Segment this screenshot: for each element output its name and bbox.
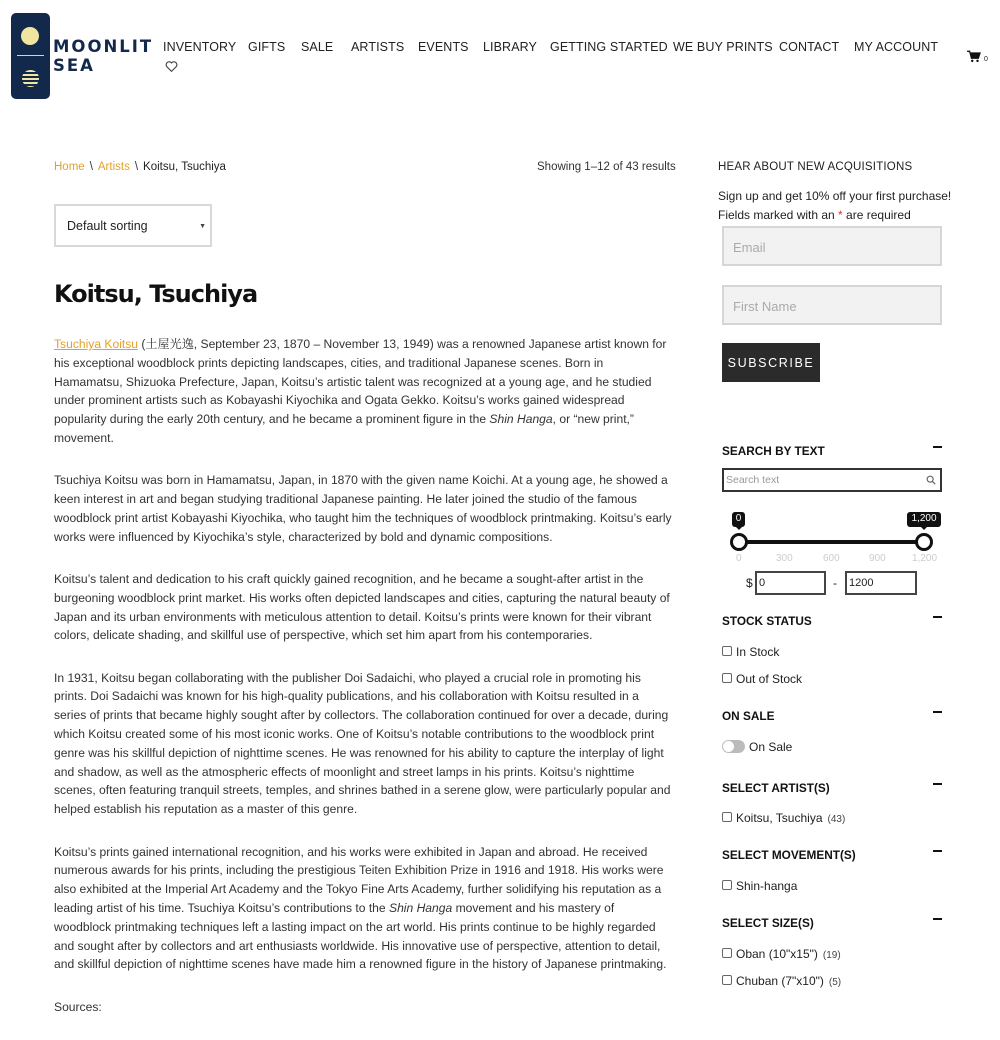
artist-option-label: Koitsu, Tsuchiya [736, 811, 823, 825]
movement-checkbox[interactable] [722, 880, 732, 890]
nav-library[interactable]: LIBRARY [483, 40, 537, 54]
nav-artists[interactable]: ARTISTS [351, 40, 405, 54]
sale-filter-title: ON SALE [722, 709, 775, 723]
on-sale-toggle[interactable] [722, 740, 745, 753]
chevron-down-icon: ▼ [199, 223, 206, 230]
price-tick: 1,200 [912, 553, 938, 564]
search-input[interactable]: Search text [722, 468, 942, 492]
artist-checkbox[interactable] [722, 812, 732, 822]
collapse-icon[interactable] [933, 446, 942, 448]
size-option-label: Chuban (7"x10") [736, 974, 824, 988]
size-checkbox[interactable] [722, 975, 732, 985]
nav-my-account[interactable]: MY ACCOUNT [854, 40, 939, 54]
bio-paragraph: In 1931, Koitsu began collaborating with the publisher Doi Sadaichi, who played a crucial role in promoting his prints. Doi Sadaichi was known for his high-quality publications, and his collaboration with Koitsu resulted in a series of prints that became highly sought after by collectors. The collaboration continued for over a decade, during which Koitsu created some of his most iconic works. One of Koitsu’s notable contributions to the woodblock print genre was his skillful depiction of nighttime scenes. He was renowned for his ability to capture the interplay of light and shadow, as well as the atmospheric effects of moonlight and street lamps in his prints. Koitsu’s nighttime scenes, often featuring tranquil streets, temples, and shrines bathed in a serene glow, were particularly popular and helped establish his reputation as a master of this genre. [54, 670, 671, 817]
nav-sale[interactable]: SALE [301, 40, 334, 54]
out-of-stock-label[interactable]: Out of Stock [736, 672, 803, 686]
price-max-handle[interactable] [915, 533, 933, 551]
on-sale-label[interactable]: On Sale [749, 740, 793, 754]
search-filter-title: SEARCH BY TEXT [722, 444, 825, 458]
size-option[interactable] [736, 974, 841, 988]
sort-selected-value: Default sorting [67, 219, 148, 233]
price-slider-track[interactable] [738, 540, 924, 544]
newsletter-heading: HEAR ABOUT NEW ACQUISITIONS [718, 161, 913, 173]
bio-paragraph [54, 335, 674, 448]
artist-filter-title: SELECT ARTIST(S) [722, 781, 830, 795]
site-logo[interactable] [11, 13, 154, 99]
logo-word-2: SEA [53, 56, 95, 75]
breadcrumb-home[interactable]: Home [54, 161, 85, 173]
size-option-label: Oban (10"x15") [736, 947, 818, 961]
logo-word-1: MOONLIT [53, 37, 154, 56]
horizon-line [17, 55, 44, 56]
collapse-icon[interactable] [933, 918, 942, 920]
price-min-handle[interactable] [730, 533, 748, 551]
in-stock-label[interactable]: In Stock [736, 645, 780, 659]
nav-events[interactable]: EVENTS [418, 40, 469, 54]
required-note [718, 206, 951, 225]
bio-text: Koitsu’s prints gained international recognition, and his works were exhibited in Japan and abroad. He received numerous awards for his prints, including the prestigious Teiten Exhibition Prize in 1916 and 1918. His works were also exhibited at the Imperial Art Academy and the Tokyo Fine Arts Academy, further solidifying his reputation as a leading artist of his time. Tsuchiya Koitsu’s contributions to the [54, 844, 664, 915]
required-star: * [838, 208, 843, 222]
price-range-dash: - [833, 576, 837, 590]
price-max-input[interactable]: 1200 [845, 571, 917, 595]
breadcrumb-separator: \ [134, 161, 139, 173]
first-name-field[interactable]: First Name [722, 285, 942, 325]
page-title: Koitsu, Tsuchiya [54, 280, 258, 308]
breadcrumb-separator: \ [89, 161, 93, 173]
newsletter-offer: Sign up and get 10% off your first purchase! [718, 189, 952, 203]
cart-count: 0 [984, 56, 988, 63]
nav-inventory[interactable]: INVENTORY [163, 40, 237, 54]
bio-paragraph: Koitsu’s talent and dedication to his craft quickly gained recognition, and he became a sought-after artist in the burgeoning woodblock print market. His works often depicted landscapes and cities, capturing the natural beauty of Japan and its urban environments with meticulous attention to detail. Koitsu’s prints were known for their vibrant colors, delicate shading, and skillful use of perspective, which set him apart from his contemporaries. [54, 571, 670, 643]
bio-emphasis: Shin Hanga [489, 412, 553, 427]
price-tick: 900 [869, 553, 886, 564]
bio-emphasis: Shin Hanga [389, 900, 453, 915]
bio-paragraph: Tsuchiya Koitsu was born in Hamamatsu, Japan, in 1870 with the given name Koichi. At a young age, he showed a keen interest in art and began studying traditional Japanese painting. He later joined the studio of the famous woodblock print artist Kobayashi Kiyochika, who taught him the techniques of woodblock printmaking. Koitsu’s early works were influenced by Kiyochika’s style, characterized by bold and dynamic compositions. [54, 473, 672, 544]
breadcrumb-artists[interactable]: Artists [97, 161, 130, 173]
size-filter-title: SELECT SIZE(S) [722, 916, 814, 930]
logo-tile [11, 13, 50, 99]
moon-icon [21, 27, 39, 45]
nav-gifts[interactable]: GIFTS [248, 40, 286, 54]
size-checkbox[interactable] [722, 948, 732, 958]
toggle-knob [723, 741, 734, 752]
sea-icon [22, 70, 39, 87]
price-tick: 0 [736, 553, 742, 564]
size-option-count: (19) [822, 950, 841, 961]
bio-text: movement and his mastery of woodblock printmaking techniques left a lasting impact on the art world. His prints continue to be highly regarded and sought after by collectors and art enthusiasts worldwide. His innovative use of perspective, attention to detail, and skillful depiction of nighttime scenes have made him a renowned figure in the history of Japanese printmaking. [54, 900, 667, 972]
size-option[interactable] [736, 947, 841, 961]
newsletter-text [718, 187, 951, 225]
artist-wiki-link[interactable]: Tsuchiya Koitsu [54, 337, 139, 351]
price-tick: 300 [776, 553, 793, 564]
stock-filter-title: STOCK STATUS [722, 614, 812, 628]
currency-symbol: $ [746, 576, 753, 590]
price-min-input[interactable]: 0 [755, 571, 826, 595]
collapse-icon[interactable] [933, 711, 942, 713]
collapse-icon[interactable] [933, 850, 942, 852]
search-icon[interactable] [926, 475, 936, 485]
out-of-stock-checkbox[interactable] [722, 673, 732, 683]
bio-paragraph [54, 843, 674, 975]
collapse-icon[interactable] [933, 783, 942, 785]
artist-option-count: (43) [827, 814, 846, 825]
email-field[interactable]: Email [722, 226, 942, 266]
movement-filter-title: SELECT MOVEMENT(S) [722, 848, 856, 862]
subscribe-button[interactable]: SUBSCRIBE [722, 343, 820, 382]
artist-option[interactable] [736, 811, 845, 825]
movement-option[interactable]: Shin-hanga [736, 879, 798, 893]
bio-text: , or “new print,” movement. [54, 412, 634, 445]
nav-we-buy-prints[interactable]: WE BUY PRINTS [673, 40, 773, 54]
price-min-badge: 0 [732, 512, 745, 527]
nav-getting-started[interactable]: GETTING STARTED [550, 40, 668, 54]
price-max-badge: 1,200 [907, 512, 941, 527]
breadcrumb-current: Koitsu, Tsuchiya [143, 161, 226, 173]
artist-biography [54, 335, 674, 1040]
collapse-icon[interactable] [933, 616, 942, 618]
in-stock-checkbox[interactable] [722, 646, 732, 656]
nav-contact[interactable]: CONTACT [779, 40, 840, 54]
size-option-count: (5) [828, 977, 842, 988]
bio-text: (土屋光逸, September 23, 1870 – November 13, 1949) was a renowned Japanese artist known for his exceptional woodblock prints depicting landscapes, cities, and traditional Japanese scenes. Born in Hamamatsu, Shizuoka Prefecture, Japan, Koitsu’s artistic talent was recognized at a young age, and he studied under prominent artists such as Kobayashi Kiyochika and Ogata Gekko. Koitsu’s works gained widespread popularity during the early 20th century, and he became a prominent figure in the [54, 337, 667, 427]
required-text: are required [842, 208, 911, 222]
heart-icon[interactable] [165, 60, 178, 73]
sort-select[interactable] [54, 204, 212, 247]
breadcrumb [54, 161, 226, 173]
cart-icon[interactable] [967, 50, 981, 63]
required-text: Fields marked with an [718, 208, 839, 222]
results-count: Showing 1–12 of 43 results [537, 161, 676, 173]
sources-label: Sources: [54, 999, 102, 1014]
price-tick: 600 [823, 553, 840, 564]
